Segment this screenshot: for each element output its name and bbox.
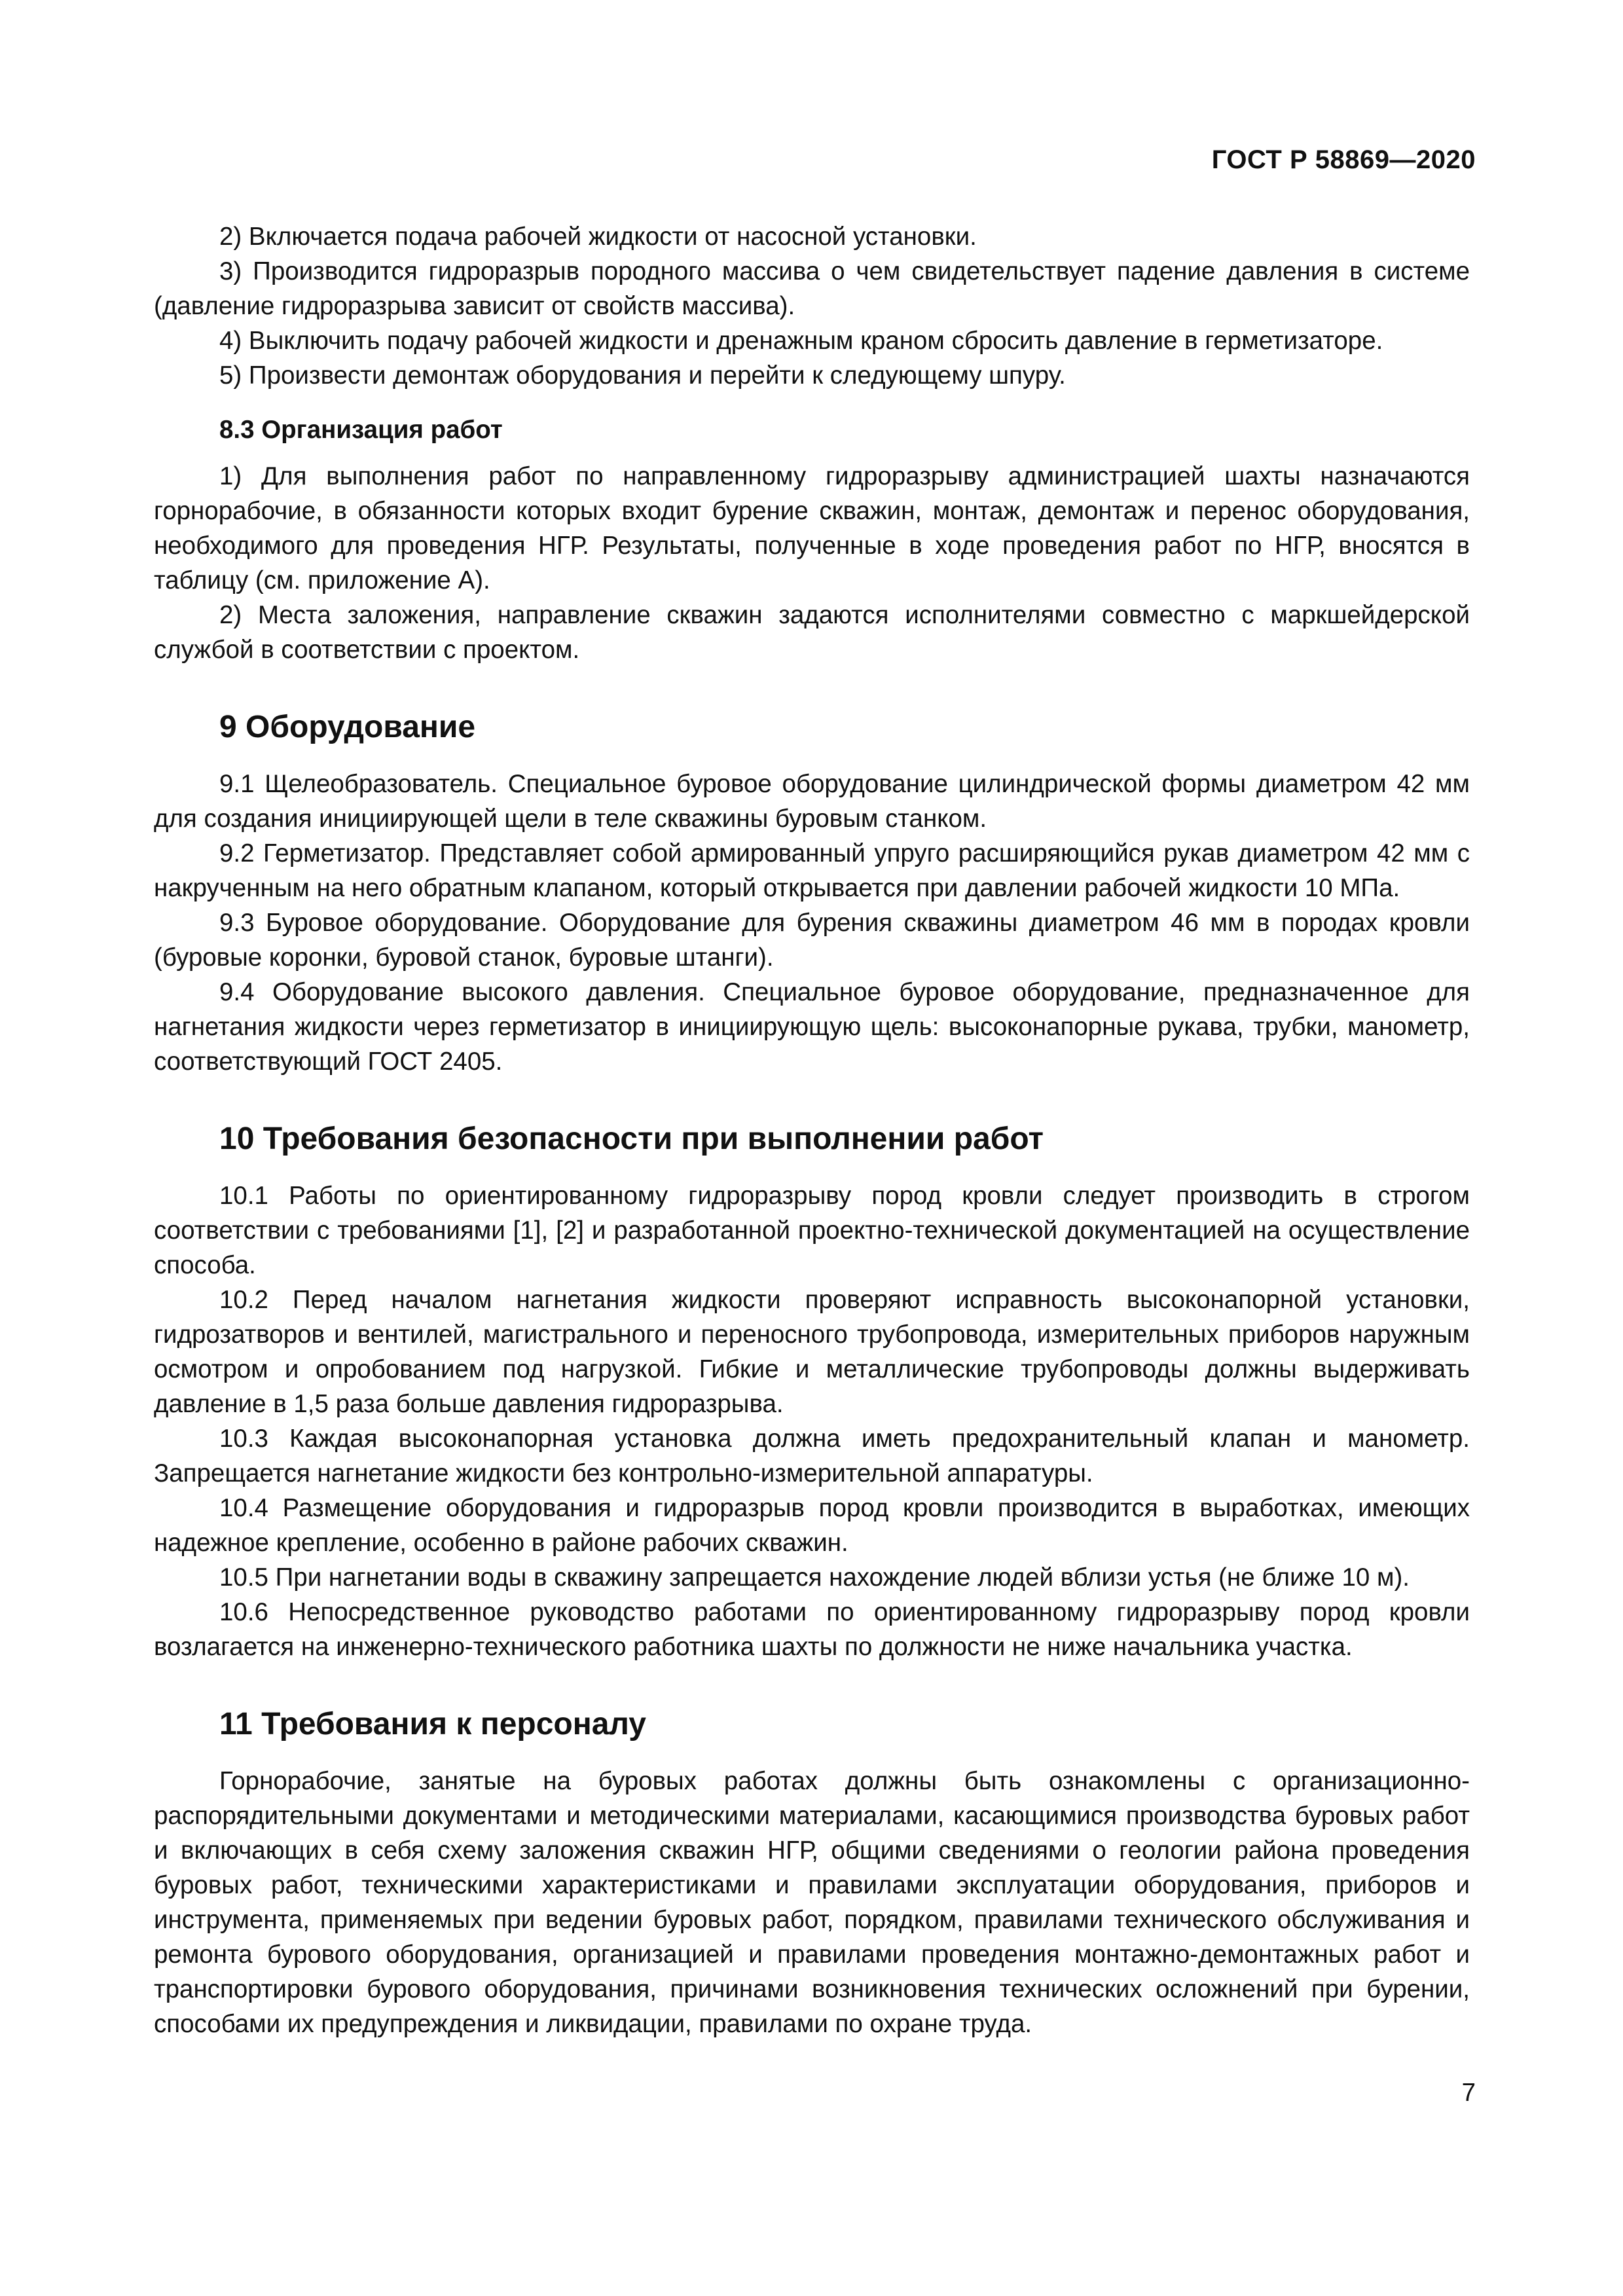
paragraph: 9.2 Герметизатор. Представляет собой армированный упруго расширяющийся рукав диаметром 42 мм с накрученным на него обратным клапаном, который открывается при давлении рабочей жидкости 10 МПа. [154,839,1470,902]
procedure-step: 4) Выключить подачу рабочей жидкости и дренажным краном сбросить давление в герметизаторе. [219,327,1383,355]
paragraph: 2) Места заложения, направление скважин задаются исполнителями совместно с маркшейдерской службой в соответствии с проектом. [154,601,1470,664]
page-content [154,219,1470,2041]
paragraph: 10.1 Работы по ориентированному гидроразрыву пород кровли следует производить в строгом соответствии с требованиями [1], [2] и разработанной проектно-технической документацией на осуществление способа. [154,1182,1470,1279]
procedure-step: 2) Включается подача рабочей жидкости от насосной установки. [219,223,977,251]
document-code-header: ГОСТ Р 58869—2020 [1211,145,1476,174]
procedure-list [154,219,1470,393]
paragraph: Горнорабочие, занятые на буровых работах должны быть ознакомлены с организационно-распорядительными документами и методическими материалами, касающимися производства буровых работ и включающих в себя схему заложения скважин НГР, общими сведениями о геологии района проведения буровых работ, техническими характеристиками и правилами эксплуатации оборудования, приборов и инструмента, применяемых при ведении буровых работ, порядком, правилами технического обслуживания и ремонта бурового оборудования, организацией и правилами проведения монтажно-демонтажных работ и транспортировки бурового оборудования, причинами возникновения технических осложнений при бурении, способами их предупреждения и ликвидации, правилами по охране труда. [154,1767,1470,2038]
paragraph: 1) Для выполнения работ по направленному гидроразрыву администрацией шахты назначаются горнорабочие, в обязанности которых входит бурение скважин, монтаж, демонтаж и перенос оборудования, необходимого для проведения НГР. Результаты, полученные в ходе проведения работ по НГР, вносятся в таблицу (см. приложение А). [154,462,1470,594]
section-heading-11: 11 Требования к персоналу [219,1707,646,1741]
paragraph: 10.6 Непосредственное руководство работами по ориентированному гидроразрыву пород кровли возлагается на инженерно-технического работника шахты по должности не ниже начальника участка. [154,1598,1470,1661]
section-heading-10: 10 Требования безопасности при выполнении работ [219,1121,1044,1156]
page-number: 7 [1461,2079,1476,2107]
paragraph: 9.3 Буровое оборудование. Оборудование для бурения скважины диаметром 46 мм в породах кровли (буровые коронки, буровой станок, буровые штанги). [154,909,1470,972]
paragraph: 10.5 При нагнетании воды в скважину запрещается нахождение людей вблизи устья (не ближе 10 м). [219,1563,1410,1592]
subsection-heading-8-3: 8.3 Организация работ [219,416,503,444]
procedure-step: 5) Произвести демонтаж оборудования и перейти к следующему шпуру. [219,361,1066,390]
paragraph: 10.4 Размещение оборудования и гидроразрыв пород кровли производится в выработках, имеющих надежное крепление, особенно в районе рабочих скважин. [154,1494,1470,1557]
paragraph: 10.2 Перед началом нагнетания жидкости проверяют исправность высоконапорной установки, гидрозатворов и вентилей, магистрального и переносного трубопровода, измерительных приборов наружным осмотром и опробованием под нагрузкой. Гибкие и металлические трубопроводы должны выдерживать давление в 1,5 раза больше давления гидроразрыва. [154,1286,1470,1418]
paragraph: 10.3 Каждая высоконапорная установка должна иметь предохранительный клапан и манометр. Запрещается нагнетание жидкости без контрольно-измерительной аппаратуры. [154,1425,1470,1487]
procedure-step: 3) Производится гидроразрыв породного массива о чем свидетельствует падение давления в системе (давление гидроразрыва зависит от свойств массива). [154,257,1470,320]
section-heading-9: 9 Оборудование [219,710,476,744]
paragraph: 9.4 Оборудование высокого давления. Специальное буровое оборудование, предназначенное для нагнетания жидкости через герметизатор в инициирующую щель: высоконапорные рукава, трубки, манометр, соответствующий ГОСТ 2405. [154,978,1470,1076]
paragraph: 9.1 Щелеобразователь. Специальное буровое оборудование цилиндрической формы диаметром 42 мм для создания инициирующей щели в теле скважины буровым станком. [154,770,1470,833]
